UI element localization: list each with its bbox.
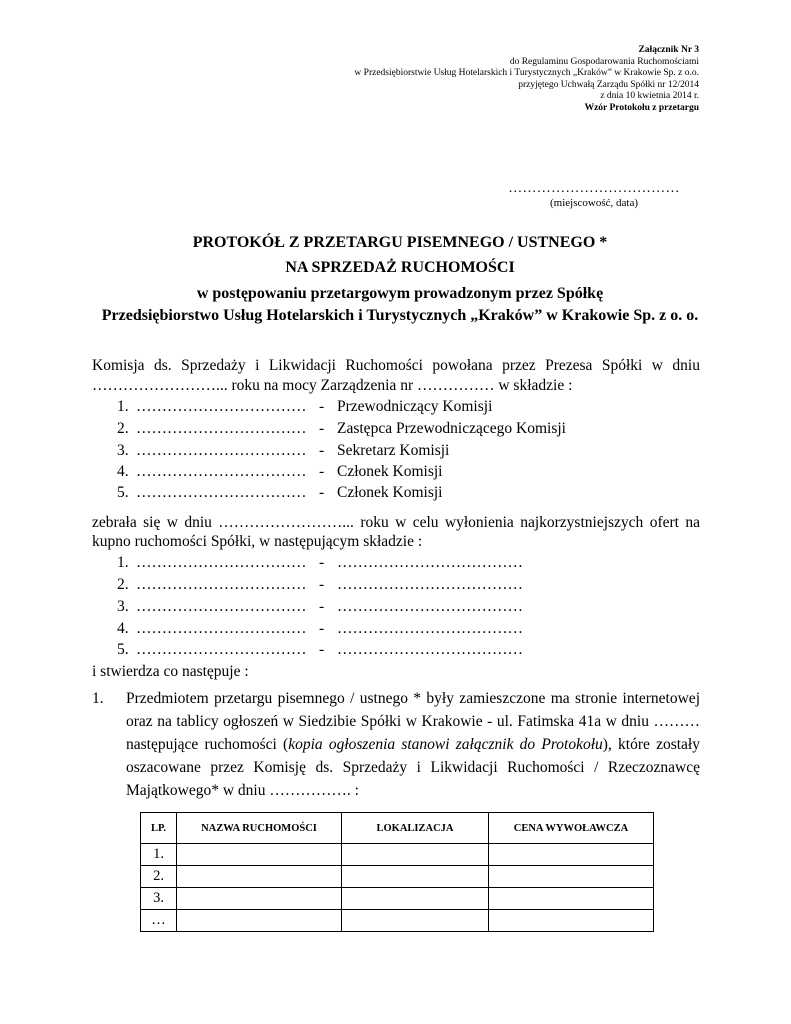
table-cell: … [141,910,177,932]
table-row [141,866,654,888]
intro-line: ……………………... roku na mocy Zarządzenia nr …………… w składzie : [92,377,573,394]
item-role: Członek Komisji [337,463,443,480]
item-dots: ……………………………… [337,641,523,658]
list-item [117,461,443,483]
item-number: 2. [117,576,129,593]
item-number: 5. [117,641,129,658]
place-date-field [498,182,690,210]
point-italic-text: kopia ogłoszenia stanowi załącznik do Protokołu [288,736,603,753]
point-number: 1. [92,690,104,707]
item-role: Sekretarz Komisji [337,442,450,459]
table-cell [177,866,342,888]
item-role: Zastępca Przewodniczącego Komisji [337,420,566,437]
attachment-subtitle: Wzór Protokołu z przetargu [584,102,699,113]
item-dots: …………………………… [136,576,307,593]
table-cell [342,866,489,888]
list-item [117,440,450,462]
list-item [117,482,443,504]
item-number: 4. [117,620,129,637]
protocol-title-sub: NA SPRZEDAŻ RUCHOMOŚCI [285,259,515,276]
item-number: 4. [117,463,129,480]
item-dash: - [319,598,325,615]
meeting-line: kupno ruchomości Spółki, w następującym składzie : [92,533,423,550]
attachment-line: z dnia 10 kwietnia 2014 r. [600,91,699,102]
point-line: Majątkowego* w dniu ……………. : [126,782,359,799]
item-number: 1. [117,398,129,415]
table-cell [489,910,654,932]
table-row [141,844,654,866]
attachment-title: Załącznik Nr 3 [638,45,699,55]
column-header: NAZWA RUCHOMOŚCI [177,813,342,844]
item-dots: …………………………… [136,420,307,437]
meeting-line: zebrała się w dniu ……………………... roku w celu wyłonienia najkorzystniejszych ofert na [92,514,700,531]
column-header: CENA WYWOŁAWCZA [489,813,654,844]
item-dots: …………………………… [136,641,307,658]
item-dots: …………………………… [136,398,307,415]
item-dash: - [319,442,325,459]
item-role: Członek Komisji [337,484,443,501]
item-dots: ……………………………… [337,576,523,593]
point-text: ), które zostały [602,736,700,753]
table-row [141,910,654,932]
item-dash: - [319,420,325,437]
list-item [117,639,523,661]
item-dots: ……………………………… [337,554,523,571]
place-date-dots: ……………………………… [508,181,680,196]
item-number: 2. [117,420,129,437]
list-item [117,618,523,640]
column-header: LOKALIZACJA [342,813,489,844]
item-dash: - [319,620,325,637]
statement-intro: i stwierdza co następuje : [92,663,249,680]
table-cell: 1. [141,844,177,866]
point-line: Przedmiotem przetargu pisemnego / ustnego * były zamieszczone ma stronie internetowej [126,690,700,707]
table-cell [342,844,489,866]
table-cell: 3. [141,888,177,910]
place-date-caption: (miejscowość, data) [550,197,638,209]
item-dash: - [319,463,325,480]
table-cell [177,910,342,932]
table-cell [342,888,489,910]
table-header-row [141,813,654,844]
item-dots: …………………………… [136,442,307,459]
list-item [117,418,566,440]
table-cell [489,844,654,866]
protocol-title: PROTOKÓŁ Z PRZETARGU PISEMNEGO / USTNEGO * [192,234,608,251]
table-row [141,888,654,910]
list-item [117,574,523,596]
list-item [117,596,523,618]
attachment-line: w Przedsiębiorstwie Usług Hotelarskich i Turystycznych „Kraków” w Krakowie Sp. z o.o. [354,68,699,79]
table-cell [177,888,342,910]
item-dash: - [319,398,325,415]
item-number: 3. [117,442,129,459]
company-name: Przedsiębiorstwo Usług Hotelarskich i Turystycznych „Kraków” w Krakowie Sp. z o. o. [101,307,699,324]
point-line: oszacowane przez Komisję ds. Sprzedaży i Likwidacji Ruchomości / Rzeczoznawcę [126,759,700,776]
item-number: 3. [117,598,129,615]
attachment-line: przyjętego Uchwałą Zarządu Spółki nr 12/2014 [518,79,699,90]
item-dash: - [319,641,325,658]
item-dash: - [319,484,325,501]
item-number: 5. [117,484,129,501]
column-header: LP. [141,813,177,844]
item-role: Przewodniczący Komisji [337,398,493,415]
item-dash: - [319,576,325,593]
list-item [117,396,493,418]
item-dots: …………………………… [136,620,307,637]
list-item [117,552,523,574]
point-line: oraz na tablicy ogłoszeń w Siedzibie Spółki w Krakowie - ul. Fatimska 41a w dniu ……… [126,713,700,730]
item-dots: ……………………………… [337,598,523,615]
item-dots: …………………………… [136,598,307,615]
items-table [140,812,654,932]
attachment-header [354,45,699,115]
table-cell [489,866,654,888]
table-cell [177,844,342,866]
item-dots: …………………………… [136,484,307,501]
table-cell [342,910,489,932]
point-text: następujące ruchomości ( [126,736,289,753]
item-dots: …………………………… [136,554,307,571]
item-dash: - [319,554,325,571]
table-cell: 2. [141,866,177,888]
protocol-title-context: w postępowaniu przetargowym prowadzonym przez Spółkę [196,285,604,302]
item-dots: …………………………… [136,463,307,480]
table-cell [489,888,654,910]
attachment-line: do Regulaminu Gospodarowania Ruchomościami [509,56,699,67]
intro-line: Komisja ds. Sprzedaży i Likwidacji Ruchomości powołana przez Prezesa Spółki w dniu [92,357,700,374]
item-number: 1. [117,554,129,571]
item-dots: ……………………………… [337,620,523,637]
